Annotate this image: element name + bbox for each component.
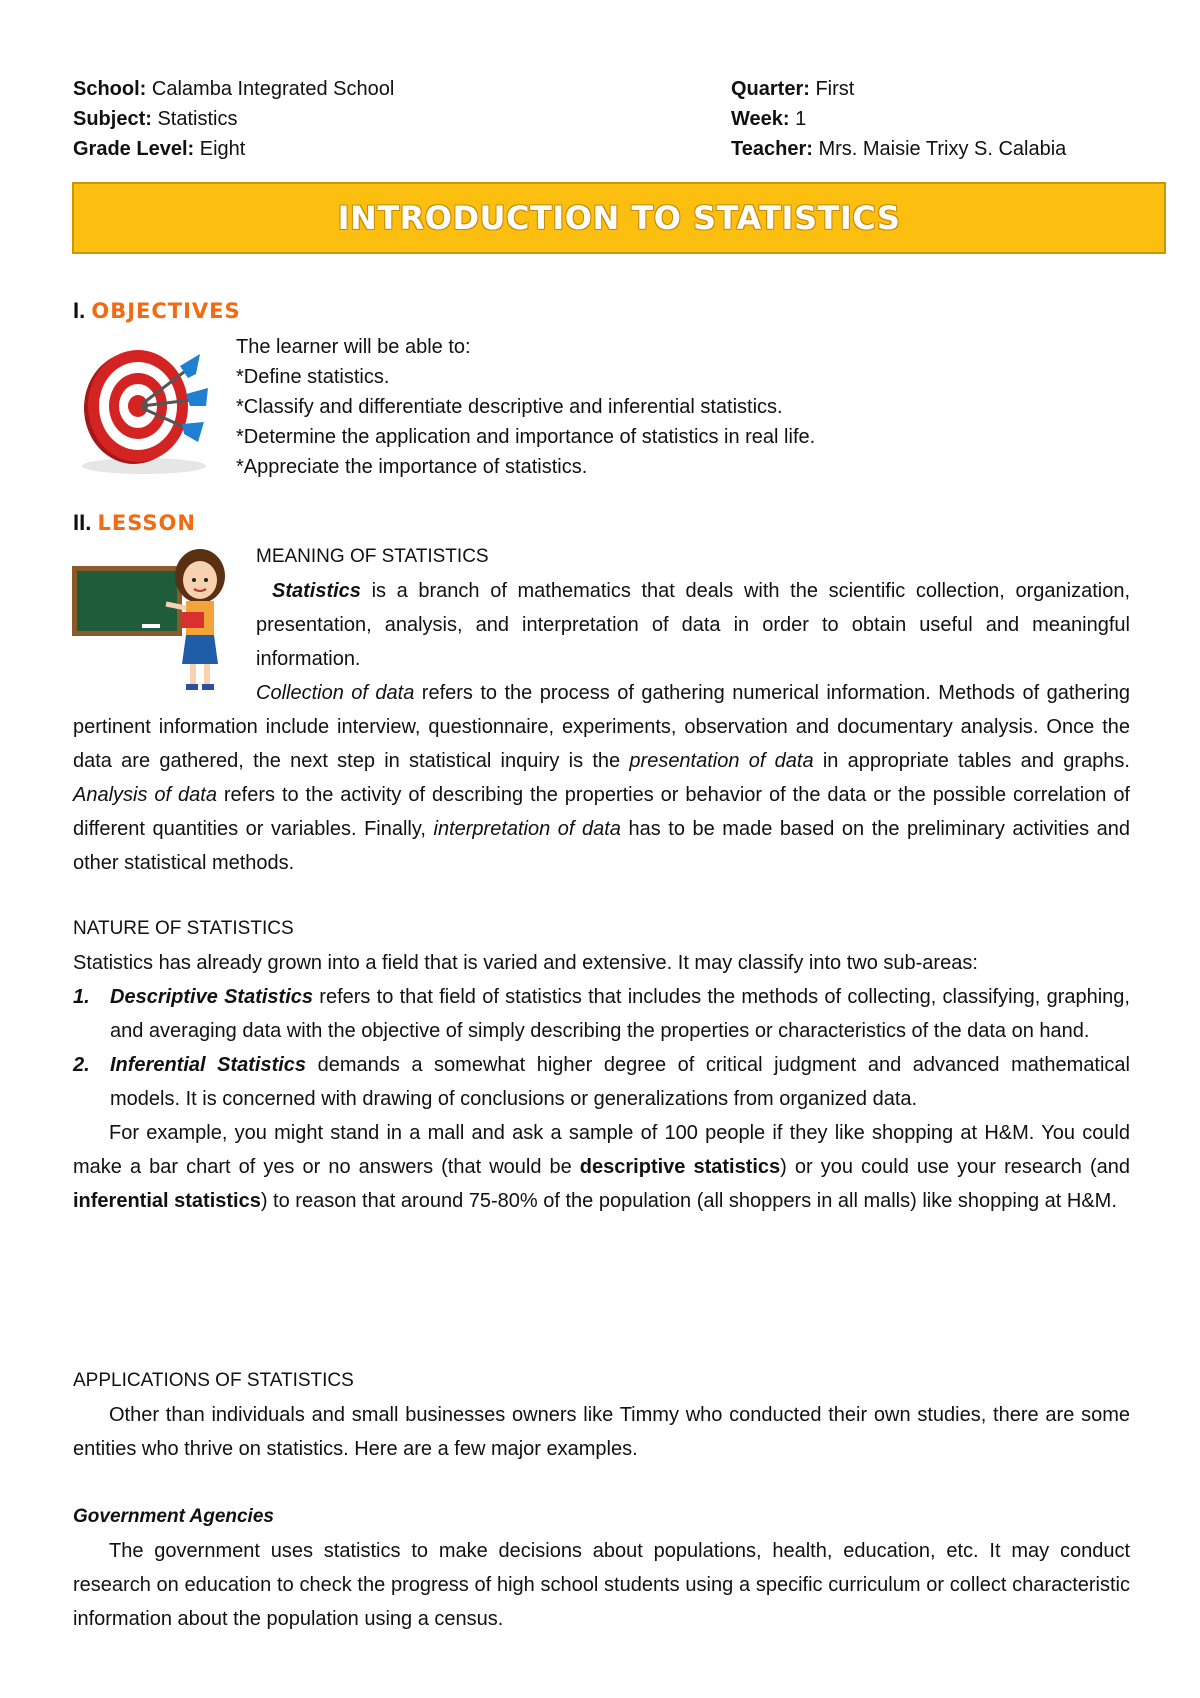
school-value: Calamba Integrated School	[151, 78, 395, 100]
teacher-label: Teacher:	[731, 138, 813, 160]
subject-value: Statistics	[157, 108, 238, 130]
teacher-at-chalkboard-icon	[72, 546, 236, 696]
header-info-left	[73, 74, 394, 164]
applications-block	[73, 1364, 1130, 1636]
text-span: refers to the activity of describing the properties or behavior of the data or the possible correlation of different quantities or variables. Finally,	[73, 784, 1130, 840]
item-number: 2.	[73, 1054, 90, 1076]
objectives-title: OBJECTIVES	[91, 299, 241, 323]
meaning-block	[256, 540, 1130, 676]
collection-of-data: Collection of data	[256, 682, 415, 704]
objectives-intro: The learner will be able to:	[236, 336, 471, 358]
presentation-of-data: presentation of data	[629, 750, 814, 772]
text-span: in appropriate tables and graphs.	[813, 750, 1130, 772]
government-text: The government uses statistics to make decisions about populations, health, education, etc. It may conduct research on education to check the progress of high school students using a specific curriculum or collect characteristic information about the population using a census.	[73, 1540, 1130, 1630]
objective-item: *Appreciate the importance of statistics.	[236, 456, 588, 478]
analysis-of-data: Analysis of data	[73, 784, 217, 806]
subject-row	[73, 104, 394, 134]
statistics-definition: is a branch of mathematics that deals with the scientific collection, organization, presentation, analysis, and interpretation of data in order to obtain useful and meaningful information.	[256, 580, 1130, 670]
text-span: ) or you could use your research (and	[780, 1156, 1130, 1178]
target-with-darts-icon	[72, 344, 222, 476]
quarter-value: First	[815, 78, 855, 100]
header-info-right	[731, 74, 1066, 164]
descriptive-text: refers to that field of statistics that includes the methods of collecting, classifying, graphing, and averaging data with the objective of simply describing the properties or characteristics of the data on hand.	[110, 986, 1130, 1042]
inferential-term: Inferential Statistics	[110, 1054, 307, 1076]
lesson-number: II.	[73, 510, 92, 535]
nature-block	[73, 912, 1130, 1218]
item-number: 1.	[73, 986, 90, 1008]
quarter-label: Quarter:	[731, 78, 810, 100]
lesson-title: LESSON	[97, 511, 196, 535]
grade-label: Grade Level:	[73, 138, 195, 160]
nature-heading: NATURE OF STATISTICS	[73, 918, 294, 939]
inferential-statistics-bold: inferential statistics	[73, 1190, 261, 1212]
descriptive-statistics-bold: descriptive statistics	[579, 1156, 781, 1178]
title-banner	[72, 182, 1166, 254]
week-value: 1	[795, 108, 807, 130]
teacher-row	[731, 134, 1066, 164]
objective-item: *Determine the application and importance of statistics in real life.	[236, 426, 816, 448]
school-label: School:	[73, 78, 147, 100]
page-title: INTRODUCTION TO STATISTICS	[337, 199, 901, 237]
applications-intro: Other than individuals and small businesses owners like Timmy who conducted their own studies, there are some entities who thrive on statistics. Here are a few major examples.	[73, 1404, 1130, 1460]
applications-heading: APPLICATIONS OF STATISTICS	[73, 1370, 354, 1391]
statistics-term: Statistics	[272, 580, 361, 602]
objective-item: *Classify and differentiate descriptive and inferential statistics.	[236, 396, 783, 418]
teacher-value: Mrs. Maisie Trixy S. Calabia	[818, 138, 1067, 160]
text-span: refers to the process of gathering numerical information. Methods of gathering pertinent information include interview, questionnaire, experiments, observation and documentary analysis. Once the data are gathered, the next step in statistical inquiry is the	[73, 682, 1130, 772]
grade-value: Eight	[199, 138, 246, 160]
objective-item: *Define statistics.	[236, 366, 390, 388]
subject-label: Subject:	[73, 108, 152, 130]
week-row	[731, 104, 1066, 134]
nature-intro: Statistics has already grown into a field that is varied and extensive. It may classify into two sub-areas:	[73, 952, 978, 974]
quarter-row	[731, 74, 1066, 104]
example-paragraph	[73, 1116, 1130, 1218]
lesson-heading	[73, 510, 196, 536]
text-span: has to be made based on the preliminary activities and other statistical methods.	[73, 818, 1130, 874]
meaning-paragraph-2	[73, 676, 1130, 880]
text-span: ) to reason that around 75-80% of the population (all shoppers in all malls) like shopping at H&M.	[260, 1190, 1117, 1212]
list-item	[73, 980, 1130, 1048]
spacer	[73, 1466, 1130, 1500]
interpretation-of-data: interpretation of data	[433, 818, 621, 840]
objectives-heading	[73, 298, 241, 324]
objectives-number: I.	[73, 298, 86, 323]
list-item	[73, 1048, 1130, 1116]
meaning-heading: MEANING OF STATISTICS	[256, 546, 489, 567]
week-label: Week:	[731, 108, 790, 130]
inferential-text: demands a somewhat higher degree of critical judgment and advanced mathematical models. It is concerned with drawing of conclusions or generalizations from organized data.	[110, 1054, 1131, 1110]
grade-row	[73, 134, 394, 164]
data-process-paragraph	[73, 676, 1130, 880]
school-row	[73, 74, 394, 104]
objectives-list	[236, 332, 815, 482]
descriptive-term: Descriptive Statistics	[110, 986, 314, 1008]
nature-list	[73, 980, 1130, 1116]
government-heading: Government Agencies	[73, 1506, 274, 1527]
text-span: For example, you might stand in a mall and ask a sample of 100 people if they like shopping at H&M. You could make a bar chart of yes or no answers (that would be	[73, 1122, 1130, 1178]
meaning-definition	[256, 574, 1130, 676]
